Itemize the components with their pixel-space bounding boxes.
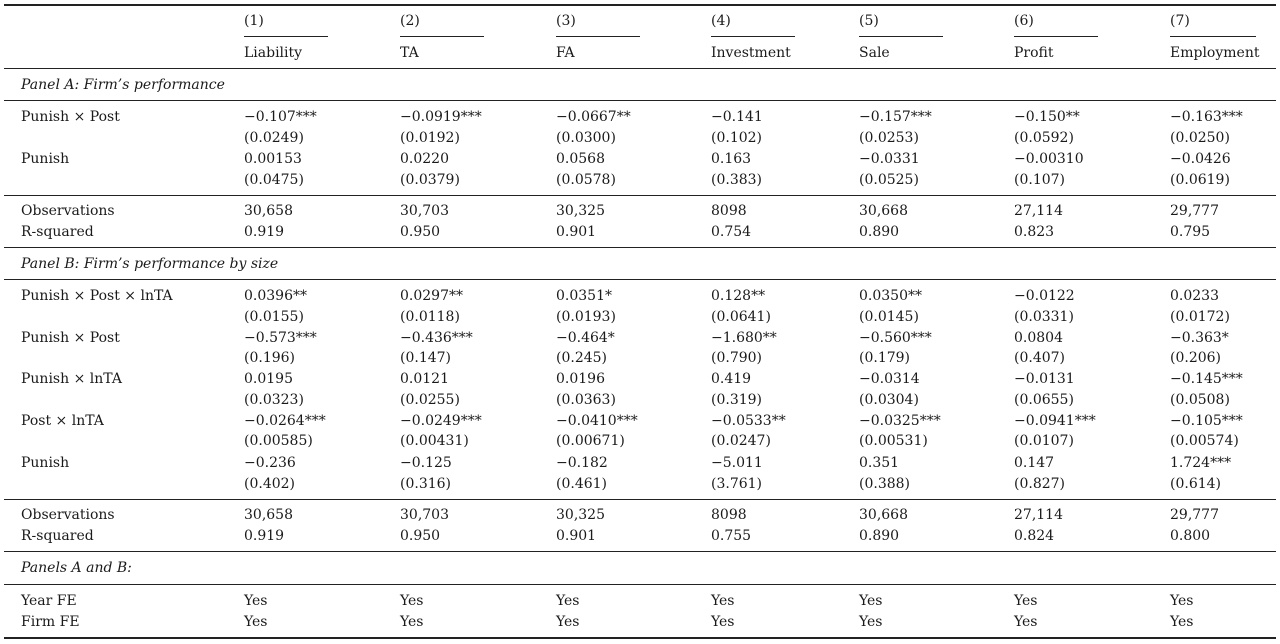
table-cell: (0.179) [859, 350, 911, 366]
stat-cell: 0.890 [859, 224, 900, 240]
column-header-underline [859, 36, 943, 37]
panels-ab-title: Panels A and B: [21, 560, 132, 576]
table-cell: −0.573*** [244, 330, 317, 346]
row-label: Post × lnTA [21, 413, 104, 429]
panels-ab-rule [4, 584, 1276, 585]
panel-a-rule [4, 100, 1276, 101]
stat-cell: 0.890 [859, 528, 900, 544]
table-cell: −5.011 [711, 455, 763, 471]
panels-ab-top-rule [4, 551, 1276, 552]
table-cell: 0.0220 [400, 151, 449, 167]
stat-cell: 0.950 [400, 224, 441, 240]
row-label: Punish × Post [21, 109, 120, 125]
table-cell: 0.0233 [1170, 288, 1219, 304]
table-cell: (0.0641) [711, 309, 771, 325]
stat-cell: 0.919 [244, 224, 285, 240]
column-number: (3) [556, 13, 576, 29]
table-cell: (0.0379) [400, 172, 460, 188]
stat-cell: 0.823 [1014, 224, 1055, 240]
stat-cell: 0.795 [1170, 224, 1211, 240]
table-cell: −0.0410*** [556, 413, 638, 429]
column-number: (1) [244, 13, 264, 29]
stat-cell: 30,658 [244, 507, 293, 523]
table-cell: −0.150** [1014, 109, 1080, 125]
panel-b-rule [4, 279, 1276, 280]
table-cell: (0.0619) [1170, 172, 1230, 188]
panel-a-title: Panel A: Firm’s performance [21, 77, 225, 93]
column-number: (5) [859, 13, 879, 29]
table-cell: (3.761) [711, 476, 763, 492]
column-header-underline [244, 36, 328, 37]
fe-cell: Yes [1014, 593, 1038, 609]
column-number: (2) [400, 13, 420, 29]
table-cell: (0.0655) [1014, 392, 1074, 408]
table-cell: 0.147 [1014, 455, 1055, 471]
fe-cell: Yes [711, 614, 735, 630]
stat-cell: 0.901 [556, 224, 597, 240]
top-rule [4, 4, 1276, 6]
fe-cell: Yes [1014, 614, 1038, 630]
table-cell: 0.128** [711, 288, 766, 304]
table-cell: (0.0118) [400, 309, 460, 325]
table-cell: 0.163 [711, 151, 752, 167]
fe-cell: Yes [244, 614, 268, 630]
row-label: Punish × Post [21, 330, 120, 346]
stat-cell: 30,668 [859, 507, 908, 523]
fe-cell: Yes [556, 593, 580, 609]
table-cell: −0.0314 [859, 371, 920, 387]
panel-b-stats-rule [4, 499, 1276, 500]
table-cell: (0.0107) [1014, 433, 1074, 449]
table-cell: −0.363* [1170, 330, 1229, 346]
table-cell: (0.388) [859, 476, 911, 492]
table-cell: (0.0508) [1170, 392, 1230, 408]
table-cell: (0.0249) [244, 130, 304, 146]
table-cell: (0.319) [711, 392, 763, 408]
table-cell: (0.00431) [400, 433, 469, 449]
table-cell: 0.0350** [859, 288, 922, 304]
table-cell: (0.00531) [859, 433, 928, 449]
table-cell: (0.00574) [1170, 433, 1239, 449]
fe-label: Year FE [21, 593, 77, 609]
table-cell: −0.236 [244, 455, 296, 471]
table-cell: −0.0122 [1014, 288, 1075, 304]
column-header: Sale [859, 45, 890, 61]
table-cell: (0.0253) [859, 130, 919, 146]
table-cell: (0.0250) [1170, 130, 1230, 146]
table-cell: (0.461) [556, 476, 608, 492]
stat-cell: 0.901 [556, 528, 597, 544]
panel-b-title: Panel B: Firm’s performance by size [21, 256, 279, 272]
table-cell: (0.00671) [556, 433, 625, 449]
table-cell: 0.0121 [400, 371, 449, 387]
stat-cell: 8098 [711, 203, 747, 219]
column-header: TA [400, 45, 419, 61]
fe-cell: Yes [556, 614, 580, 630]
fe-cell: Yes [400, 593, 424, 609]
table-cell: 0.0568 [556, 151, 605, 167]
table-cell: (0.0323) [244, 392, 304, 408]
row-label: Punish × lnTA [21, 371, 122, 387]
fe-cell: Yes [400, 614, 424, 630]
table-cell: (0.102) [711, 130, 763, 146]
table-cell: −0.0131 [1014, 371, 1075, 387]
table-cell: (0.316) [400, 476, 452, 492]
table-cell: (0.107) [1014, 172, 1066, 188]
fe-cell: Yes [859, 593, 883, 609]
stat-cell: 0.754 [711, 224, 752, 240]
table-cell: −0.464* [556, 330, 615, 346]
table-cell: (0.383) [711, 172, 763, 188]
table-cell: (0.0247) [711, 433, 771, 449]
table-cell: (0.0193) [556, 309, 616, 325]
table-cell: (0.0331) [1014, 309, 1074, 325]
table-cell: (0.0145) [859, 309, 919, 325]
stat-cell: 8098 [711, 507, 747, 523]
fe-cell: Yes [244, 593, 268, 609]
column-header-underline [556, 36, 640, 37]
stat-cell: 0.919 [244, 528, 285, 544]
table-cell: (0.0475) [244, 172, 304, 188]
column-number: (7) [1170, 13, 1190, 29]
table-cell: 0.0396** [244, 288, 307, 304]
table-cell: −0.0331 [859, 151, 920, 167]
stat-cell: 30,658 [244, 203, 293, 219]
column-header-underline [711, 36, 795, 37]
table-cell: −0.0426 [1170, 151, 1231, 167]
stat-cell: 30,668 [859, 203, 908, 219]
table-cell: 0.0195 [244, 371, 293, 387]
row-label: Punish [21, 455, 70, 471]
table-cell: (0.0255) [400, 392, 460, 408]
table-cell: −0.0264*** [244, 413, 326, 429]
column-header-underline [1014, 36, 1098, 37]
table-cell: −0.157*** [859, 109, 932, 125]
table-cell: 0.0297** [400, 288, 463, 304]
stat-label: R-squared [21, 528, 94, 544]
table-cell: (0.00585) [244, 433, 313, 449]
table-cell: −0.105*** [1170, 413, 1243, 429]
column-header: FA [556, 45, 575, 61]
stat-cell: 30,325 [556, 203, 605, 219]
bottom-rule [4, 637, 1276, 639]
table-cell: −0.0533** [711, 413, 786, 429]
table-cell: (0.407) [1014, 350, 1066, 366]
row-label: Punish × Post × lnTA [21, 288, 173, 304]
stat-cell: 27,114 [1014, 203, 1063, 219]
table-cell: −0.107*** [244, 109, 317, 125]
table-cell: 0.00153 [244, 151, 302, 167]
stat-cell: 29,777 [1170, 507, 1219, 523]
stat-cell: 30,325 [556, 507, 605, 523]
stat-cell: 0.950 [400, 528, 441, 544]
table-cell: −0.182 [556, 455, 608, 471]
table-cell: −0.436*** [400, 330, 473, 346]
fe-cell: Yes [1170, 593, 1194, 609]
fe-cell: Yes [1170, 614, 1194, 630]
table-cell: (0.0578) [556, 172, 616, 188]
column-header: Liability [244, 45, 303, 61]
table-cell: −0.141 [711, 109, 763, 125]
stat-label: Observations [21, 507, 115, 523]
table-cell: 0.419 [711, 371, 752, 387]
stat-cell: 27,114 [1014, 507, 1063, 523]
table-cell: −0.00310 [1014, 151, 1084, 167]
stat-cell: 30,703 [400, 203, 449, 219]
table-cell: (0.245) [556, 350, 608, 366]
table-cell: (0.827) [1014, 476, 1066, 492]
table-cell: 0.351 [859, 455, 900, 471]
table-cell: −0.0249*** [400, 413, 482, 429]
table-cell: (0.206) [1170, 350, 1222, 366]
table-cell: (0.0300) [556, 130, 616, 146]
stat-cell: 0.800 [1170, 528, 1211, 544]
table-cell: (0.0155) [244, 309, 304, 325]
table-cell: (0.0192) [400, 130, 460, 146]
stat-label: R-squared [21, 224, 94, 240]
fe-label: Firm FE [21, 614, 80, 630]
column-header-underline [1170, 36, 1256, 37]
table-cell: (0.0172) [1170, 309, 1230, 325]
stat-cell: 0.824 [1014, 528, 1055, 544]
table-cell: −0.0941*** [1014, 413, 1096, 429]
table-cell: −0.125 [400, 455, 452, 471]
table-cell: (0.0304) [859, 392, 919, 408]
column-header: Investment [711, 45, 791, 61]
table-cell: (0.614) [1170, 476, 1222, 492]
table-cell: −0.163*** [1170, 109, 1243, 125]
stat-label: Observations [21, 203, 115, 219]
panel-a-stats-rule [4, 195, 1276, 196]
row-label: Punish [21, 151, 70, 167]
table-cell: (0.147) [400, 350, 452, 366]
table-cell: −1.680** [711, 330, 777, 346]
column-number: (6) [1014, 13, 1034, 29]
table-cell: (0.0592) [1014, 130, 1074, 146]
table-cell: 0.0351* [556, 288, 612, 304]
table-cell: (0.0363) [556, 392, 616, 408]
column-header: Profit [1014, 45, 1054, 61]
header-rule [4, 68, 1276, 69]
table-cell: −0.145*** [1170, 371, 1243, 387]
table-cell: −0.0325*** [859, 413, 941, 429]
column-header-underline [400, 36, 484, 37]
table-cell: −0.560*** [859, 330, 932, 346]
table-cell: 0.0804 [1014, 330, 1063, 346]
table-cell: −0.0667** [556, 109, 631, 125]
fe-cell: Yes [859, 614, 883, 630]
table-cell: 1.724*** [1170, 455, 1232, 471]
table-cell: −0.0919*** [400, 109, 482, 125]
table-cell: (0.0525) [859, 172, 919, 188]
stat-cell: 29,777 [1170, 203, 1219, 219]
table-cell: (0.196) [244, 350, 296, 366]
table-cell: (0.790) [711, 350, 763, 366]
table-cell: 0.0196 [556, 371, 605, 387]
table-cell: (0.402) [244, 476, 296, 492]
column-number: (4) [711, 13, 731, 29]
panel-b-top-rule [4, 247, 1276, 248]
column-header: Employment [1170, 45, 1260, 61]
fe-cell: Yes [711, 593, 735, 609]
stat-cell: 0.755 [711, 528, 752, 544]
stat-cell: 30,703 [400, 507, 449, 523]
